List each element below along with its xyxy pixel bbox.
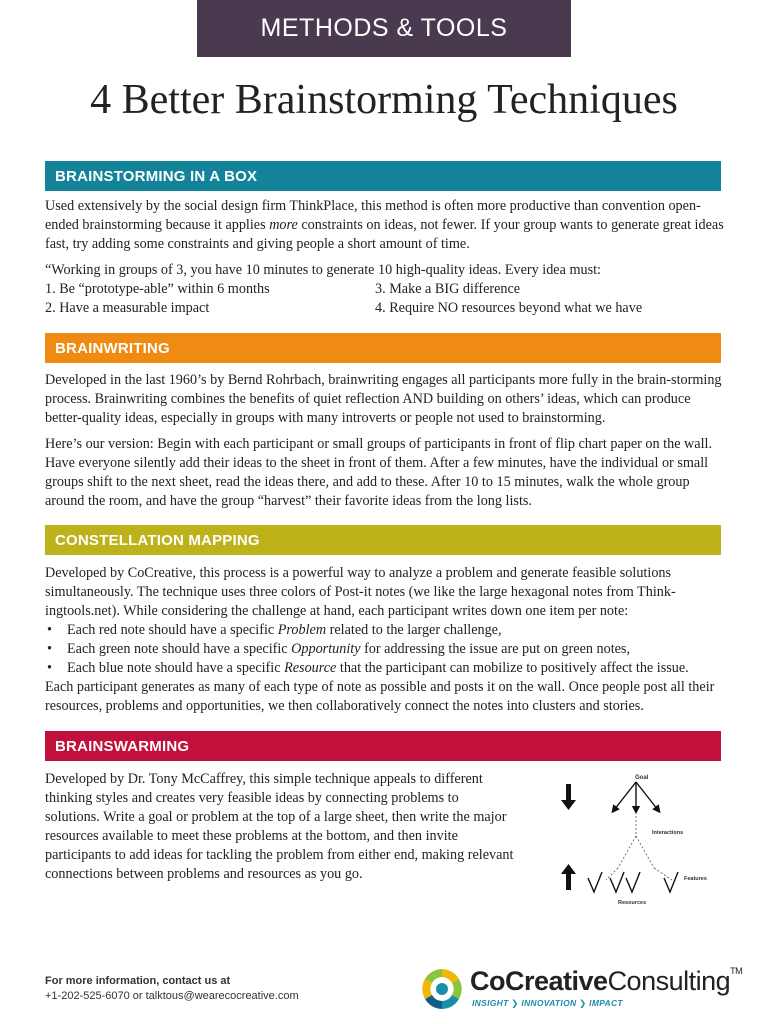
contact-line <box>45 989 299 1004</box>
separator-text: or <box>129 990 146 1002</box>
section-body-constellation <box>45 564 725 716</box>
brainswarming-diagram <box>556 768 716 908</box>
paragraph: Developed by CoCreative, this process is a powerful way to analyze a problem and generate feasible solutions simultaneously. The technique uses three colors of Post-it notes (we like the large hexagonal notes from Think-ingtools.net). While considering the challenge at hand, each participant writes down one item per note: <box>45 565 676 619</box>
paragraph: Developed by Dr. Tony McCaffrey, this simple technique appeals to different thinking styles and creates very feasible ideas by connecting problems to solutions. Write a goal or problem at the top of a large sheet, then write the major resources available to meet these problems at the bottom, and then invite participants to add ideas for tackling the problem from either end, making relevant connections between problems and resources as you go. <box>45 771 514 882</box>
section-body-brainstorming-box <box>45 197 725 318</box>
text: Each blue note should have a specific <box>67 660 285 676</box>
page-title: 4 Better Brainstorming Techniques <box>90 77 678 123</box>
text: Each green note should have a specific <box>67 641 292 657</box>
goal-branches <box>614 782 658 810</box>
cocreative-logo <box>420 966 743 1012</box>
paragraph: Each participant generates as many of each type of note as possible and posts it on the wall. Once people post all their resources, problems and opportunities, we then collaboratively connect the notes into clusters and stories. <box>45 679 715 714</box>
emphasis: more <box>269 217 298 233</box>
logo-name-bold: CoCreative <box>470 966 608 996</box>
section-heading-brainswarming: BRAINSWARMING <box>45 731 721 761</box>
trademark: TM <box>730 966 743 976</box>
section-body-brainwriting <box>45 371 725 518</box>
logo-wordmark <box>470 966 742 997</box>
paragraph <box>45 197 725 254</box>
list-item <box>45 640 725 659</box>
logo-name-light: Consulting <box>607 966 731 996</box>
diagram-label-goal: Goal <box>635 775 649 781</box>
quote-line: “Working in groups of 3, you have 10 minutes to generate 10 high-quality ideas. Every idea must: <box>45 262 601 278</box>
section-heading-constellation: CONSTELLATION MAPPING <box>45 525 721 555</box>
paragraph: Developed in the last 1960’s by Bernd Rohrbach, brainwriting engages all participants more fully in the brain-storming process. Brainwriting combines the benefits of quiet reflection AND building on others’ ideas, which can produce better-quality ideas, especially in groups with many introverts or people not used to brainstorming. <box>45 372 722 426</box>
note-list <box>45 621 725 678</box>
email-link[interactable]: talktous@wearecocreative.com <box>145 990 299 1002</box>
text: constraints on ideas, not fewer. If your group wants to generate great ideas fast, try adding some constraints and giving people a short amount of time. <box>45 217 724 252</box>
section-body-brainswarming <box>45 770 517 891</box>
list-item <box>45 659 725 678</box>
logo-tagline: INSIGHT ❯ INNOVATION ❯ IMPACT <box>472 998 623 1008</box>
interaction-paths <box>606 812 672 880</box>
list-item: 2. Have a measurable impact <box>45 300 210 316</box>
section-heading-brainstorming-box: BRAINSTORMING IN A BOX <box>45 161 721 191</box>
category-banner: METHODS & TOOLS <box>197 0 571 57</box>
text: that the participant can mobilize to positively affect the issue. <box>336 660 689 676</box>
contact-info <box>45 974 299 1004</box>
emphasis: Problem <box>277 622 327 638</box>
emphasis: Resource <box>284 660 337 676</box>
phone-number[interactable]: +1-202-525-6070 <box>45 990 130 1002</box>
list-item <box>45 621 725 640</box>
down-arrow-icon <box>561 784 576 810</box>
text: Used extensively by the social design firm ThinkPlace, this method is often more productive than convention open-ended brainstorming because it applies <box>45 198 701 233</box>
text: Each red note should have a specific <box>67 622 278 638</box>
list-item: 4. Require NO resources beyond what we have <box>375 300 643 316</box>
text: for addressing the issue are put on green notes, <box>360 641 631 657</box>
diagram-label-resources: Resources <box>618 900 647 906</box>
paragraph: Here’s our version: Begin with each participant or small groups of participants in front of flip chart paper on the wall. Have everyone silently add their ideas to the sheet in front of them. After a few minutes, have the individual or small groups shift to the next sheet, read the ideas there, and add to these. After 10 to 15 minutes, walk the whole group around the room, and have the group “harvest” their favorite ideas from the long lists. <box>45 436 713 509</box>
up-arrow-icon <box>561 864 576 890</box>
text: related to the larger challenge, <box>326 622 502 638</box>
contact-label: For more information, contact us at <box>45 975 231 987</box>
criteria-list <box>45 280 725 318</box>
list-item: 3. Make a BIG difference <box>375 281 521 297</box>
section-heading-brainwriting: BRAINWRITING <box>45 333 721 363</box>
diagram-label-interactions: Interactions <box>652 830 684 836</box>
diagram-label-features: Features <box>684 876 707 882</box>
list-item: 1. Be “prototype-able” within 6 months <box>45 281 270 297</box>
emphasis: Opportunity <box>291 641 361 657</box>
logo-swirl-icon <box>420 966 464 1012</box>
